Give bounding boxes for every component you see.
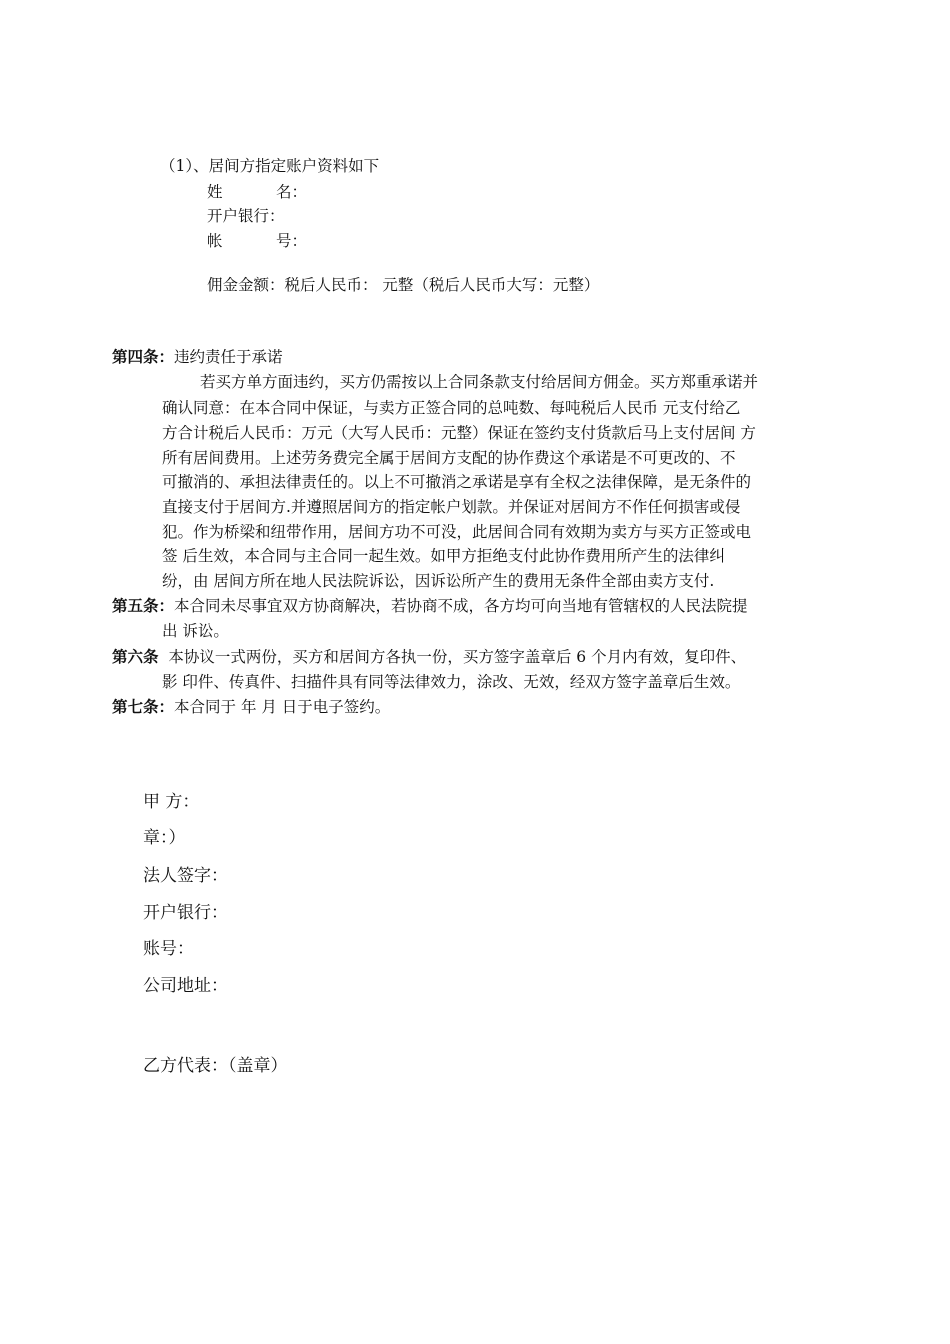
bank-signature-label: 开户银行：	[143, 903, 228, 923]
article4-line-3: 方合计税后人民币：万元（大写人民币：元整）保证在签约支付货款后马上支付居间 方	[162, 424, 756, 442]
article4-line-1: 若买方单方面违约，买方仍需按以上合同条款支付给居间方佣金。买方郑重承诺并	[200, 373, 759, 391]
article5-line-1	[112, 596, 748, 616]
name-label-part1: 姓	[207, 183, 223, 201]
article6-title: 第六条	[112, 647, 159, 666]
article4-subtitle: 违约责任于承诺	[174, 348, 283, 366]
article4-line-7: 犯。作为桥梁和纽带作用，居间方功不可没，此居间合同有效期为卖方与买方正签或电	[162, 523, 752, 541]
account-signature-label: 账号：	[143, 939, 194, 959]
account-label-part1: 帐	[207, 232, 223, 250]
article5-title: 第五条：	[112, 596, 175, 615]
article4-line-2: 确认同意：在本合同中保证，与卖方正签合同的总吨数、每吨税后人民币 元支付给乙	[162, 399, 741, 417]
article6-line-2: 影 印件、传真件、扫描件具有同等法律效力，涂改、无效，经双方签字盖章后生效。	[162, 673, 741, 691]
party-a-label: 甲 方：	[143, 792, 200, 812]
seal-label: 章：）	[143, 828, 186, 848]
commission-amount: 佣金金额：税后人民币： 元整（税后人民币大写：元整）	[207, 276, 600, 294]
company-address-label: 公司地址：	[143, 976, 228, 996]
article7-title: 第七条：	[112, 697, 175, 716]
article6-line-1	[112, 647, 746, 667]
account-label-part2: 号：	[276, 232, 308, 250]
account-heading: （1）、居间方指定账户资料如下	[160, 157, 380, 175]
article4-line-8: 签 后生效，本合同与主合同一起生效。如甲方拒绝支付此协作费用所产生的法律纠	[162, 547, 725, 565]
article7-text: 本合同于 年 月 日于电子签约。	[174, 698, 391, 716]
article7-line	[112, 697, 390, 717]
article4-line-6: 直接支付于居间方.并遵照居间方的指定帐户划款。并保证对居间方不作任何损害或侵	[162, 498, 741, 516]
article4-title: 第四条：	[112, 347, 175, 366]
article6-text: 本协议一式两份，买方和居间方各执一份，买方签字盖章后 6 个月内有效，复印件、	[168, 648, 747, 666]
article4-line-5: 可撤消的、承担法律责任的。以上不可撤消之承诺是享有全权之法律保障，是无条件的	[162, 473, 752, 491]
article4-line-4: 所有居间费用。上述劳务费完全属于居间方支配的协作费这个承诺是不可更改的、不	[162, 449, 736, 467]
article5-text: 本合同未尽事宜双方协商解决，若协商不成，各方均可向当地有管辖权的人民法院提	[174, 597, 748, 615]
party-b-label: 乙方代表：（盖章）	[143, 1056, 288, 1076]
bank-label: 开户银行：	[207, 207, 285, 225]
legal-signature-label: 法人签字：	[143, 866, 228, 886]
name-label-part2: 名：	[276, 183, 308, 201]
article4-heading	[112, 347, 283, 367]
article5-line-2: 出 诉讼。	[162, 622, 229, 640]
article4-line-9: 纷，由 居间方所在地人民法院诉讼，因诉讼所产生的费用无条件全部由卖方支付.	[162, 572, 715, 590]
